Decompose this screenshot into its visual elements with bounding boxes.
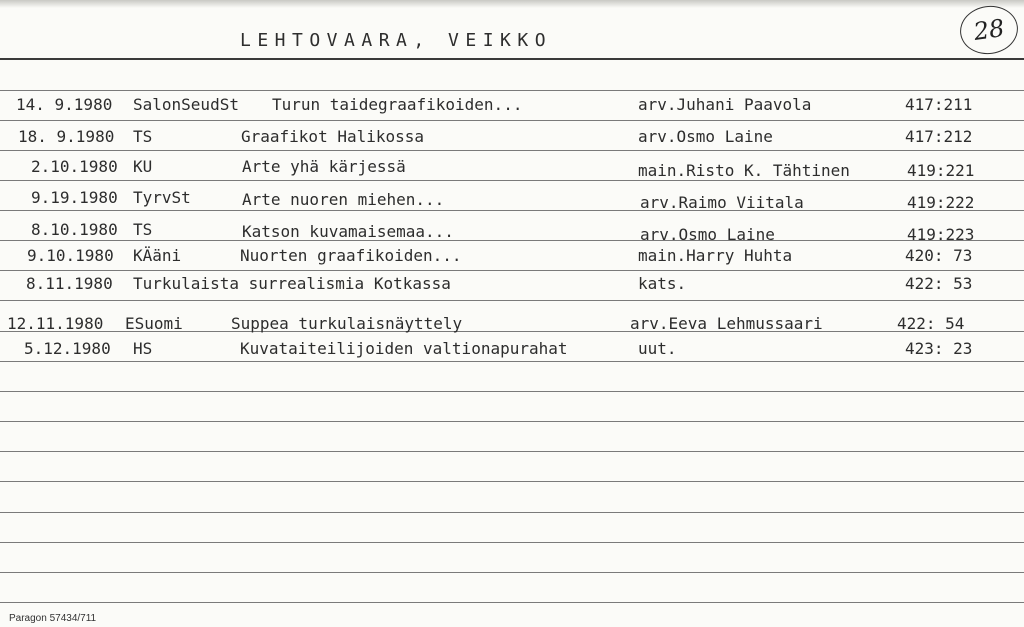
- entry-author: uut.: [638, 339, 677, 358]
- entry-author: kats.: [638, 274, 687, 293]
- entry-date: 18. 9.1980: [18, 127, 115, 146]
- entry-title: Kuvataiteilijoiden valtionapurahat: [240, 339, 568, 358]
- entry-author: arv.Eeva Lehmussaari: [630, 314, 823, 333]
- entry-ref: 422: 53: [905, 274, 973, 293]
- entry-ref: 423: 23: [905, 339, 973, 358]
- entry-date: 2.10.1980: [31, 157, 118, 176]
- entry-author: arv.Raimo Viitala: [640, 193, 804, 212]
- entry-author: arv.Osmo Laine: [638, 127, 773, 146]
- ruled-line: [0, 180, 1024, 181]
- entry-source: HS: [133, 339, 153, 358]
- card-number-circled: 28: [957, 2, 1021, 58]
- ruled-line: [0, 150, 1024, 151]
- entry-source: TyrvSt: [133, 188, 191, 207]
- entry-source: Turkulaista surrealismia Kotkassa: [133, 274, 451, 293]
- printer-mark: Paragon 57434/711: [9, 613, 97, 624]
- entry-author: arv.Osmo Laine: [640, 225, 775, 244]
- entry-ref: 420: 73: [905, 246, 973, 265]
- entry-ref: 417:211: [905, 95, 973, 114]
- ruled-line: [0, 120, 1024, 121]
- entry-source: ESuomi: [125, 314, 183, 333]
- ruled-line: [0, 240, 1024, 241]
- top-edge-shadow: [0, 0, 1024, 8]
- ruled-line: [0, 421, 1024, 422]
- entry-date: 9.10.1980: [27, 246, 114, 265]
- entry-author: main.Harry Huhta: [638, 246, 793, 265]
- ruled-line: [0, 572, 1024, 573]
- ruled-line: [0, 512, 1024, 513]
- ruled-line: [0, 451, 1024, 452]
- entry-ref: 419:221: [907, 161, 975, 180]
- ruled-line: [0, 391, 1024, 392]
- entry-date: 9.19.1980: [31, 188, 118, 207]
- ruled-line: [0, 481, 1024, 482]
- entry-date: 8.10.1980: [31, 220, 118, 239]
- entry-title: Turun taidegraafikoiden...: [272, 95, 523, 114]
- entry-date: 5.12.1980: [24, 339, 111, 358]
- entry-title: Graafikot Halikossa: [241, 127, 425, 146]
- entry-ref: 417:212: [905, 127, 973, 146]
- entry-date: 12.11.1980: [7, 314, 104, 333]
- entry-title: Katson kuvamaisemaa...: [242, 222, 454, 241]
- entry-source: SalonSeudSt: [133, 95, 239, 114]
- entry-author: arv.Juhani Paavola: [638, 95, 812, 114]
- ruled-line: [0, 602, 1024, 603]
- entry-title: Suppea turkulaisnäyttely: [231, 314, 463, 333]
- entry-title: Arte nuoren miehen...: [242, 190, 445, 209]
- ruled-line: [0, 90, 1024, 91]
- card-title: LEHTOVAARA, VEIKKO: [240, 30, 553, 51]
- entry-author: main.Risto K. Tähtinen: [638, 161, 850, 180]
- entry-title: Nuorten graafikoiden...: [240, 246, 462, 265]
- entry-source: KÄäni: [133, 246, 182, 265]
- entry-date: 8.11.1980: [26, 274, 113, 293]
- ruled-line: [0, 270, 1024, 271]
- ruled-line: [0, 300, 1024, 301]
- entry-source: TS: [133, 220, 153, 239]
- entry-source: KU: [133, 157, 153, 176]
- ruled-line: [0, 542, 1024, 543]
- entry-ref: 419:222: [907, 193, 975, 212]
- entry-ref: 422: 54: [897, 314, 965, 333]
- entry-source: TS: [133, 127, 153, 146]
- ruled-line: [0, 361, 1024, 362]
- header-rule: [0, 58, 1024, 60]
- ruled-line: [0, 210, 1024, 211]
- entry-title: Arte yhä kärjessä: [242, 157, 406, 176]
- entry-ref: 419:223: [907, 225, 975, 244]
- entry-date: 14. 9.1980: [16, 95, 113, 114]
